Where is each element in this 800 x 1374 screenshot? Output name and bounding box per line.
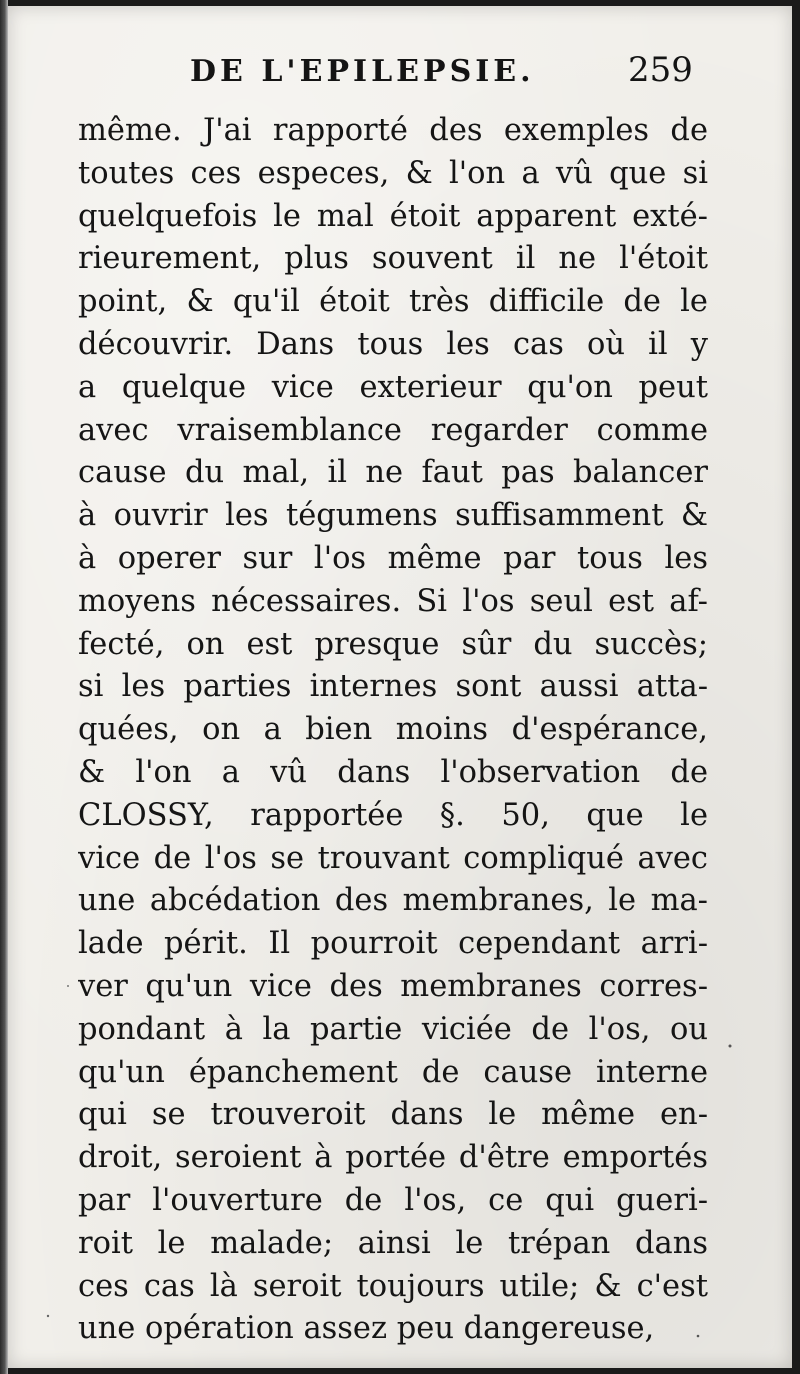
text-line: CLOSSY, rapportée §. 50, que le (78, 797, 708, 833)
text-line: si les parties internes sont aussi atta- (78, 669, 708, 705)
text-line: qu'un épanchement de cause interne (78, 1054, 708, 1090)
text-line: par l'ouverture de l'os, ce qui gueri- (78, 1182, 708, 1218)
text-line: pondant à la partie viciée de l'os, ou (78, 1011, 708, 1047)
text-line: à ouvrir les tégumens suffisamment & (78, 498, 708, 534)
text-line: fecté, on est presque sûr du succès; (78, 626, 708, 662)
text-line: droit, seroient à portée d'être emportés (78, 1140, 708, 1176)
text-line: point, & qu'il étoit très difficile de le (78, 284, 708, 320)
text-line: roit le malade; ainsi le trépan dans (78, 1225, 708, 1261)
text-line: moyens nécessaires. Si l'os seul est af- (78, 583, 708, 619)
text-line: quelquefois le mal étoit apparent exté- (78, 198, 708, 234)
text-line: lade périt. Il pourroit cependant arri- (78, 926, 708, 962)
text-line: vice de l'os se trouvant compliqué avec (78, 840, 708, 876)
page-number: 259 (628, 50, 693, 90)
text-line: & l'on a vû dans l'observation de (78, 754, 708, 790)
text-line: découvrir. Dans tous les cas où il y (78, 326, 708, 362)
body-text (78, 110, 708, 1351)
text-line: cause du mal, il ne faut pas balancer (78, 455, 708, 491)
text-line: ces cas là seroit toujours utile; & c'est (78, 1268, 708, 1304)
text-line: même. J'ai rapporté des exemples de (78, 113, 708, 148)
book-gutter-edge (0, 0, 8, 1374)
book-page (8, 6, 792, 1368)
text-line: toutes ces especes, & l'on a vû que si (78, 155, 708, 191)
text-line: une abcédation des membranes, le ma- (78, 883, 708, 919)
text-line: qui se trouveroit dans le même en- (78, 1097, 708, 1133)
running-title: DE L'EPILEPSIE. (190, 54, 535, 89)
text-line: à operer sur l'os même par tous les (78, 540, 708, 576)
running-head (8, 50, 792, 94)
text-line: a quelque vice exterieur qu'on peut (78, 369, 708, 405)
text-line: quées, on a bien moins d'espérance, (78, 712, 708, 748)
text-line: une opération assez peu dangereuse, (78, 1311, 655, 1347)
text-line: ver qu'un vice des membranes corres- (78, 968, 708, 1004)
text-line: avec vraisemblance regarder comme (78, 412, 708, 448)
text-line: rieurement, plus souvent il ne l'étoit (78, 241, 708, 277)
